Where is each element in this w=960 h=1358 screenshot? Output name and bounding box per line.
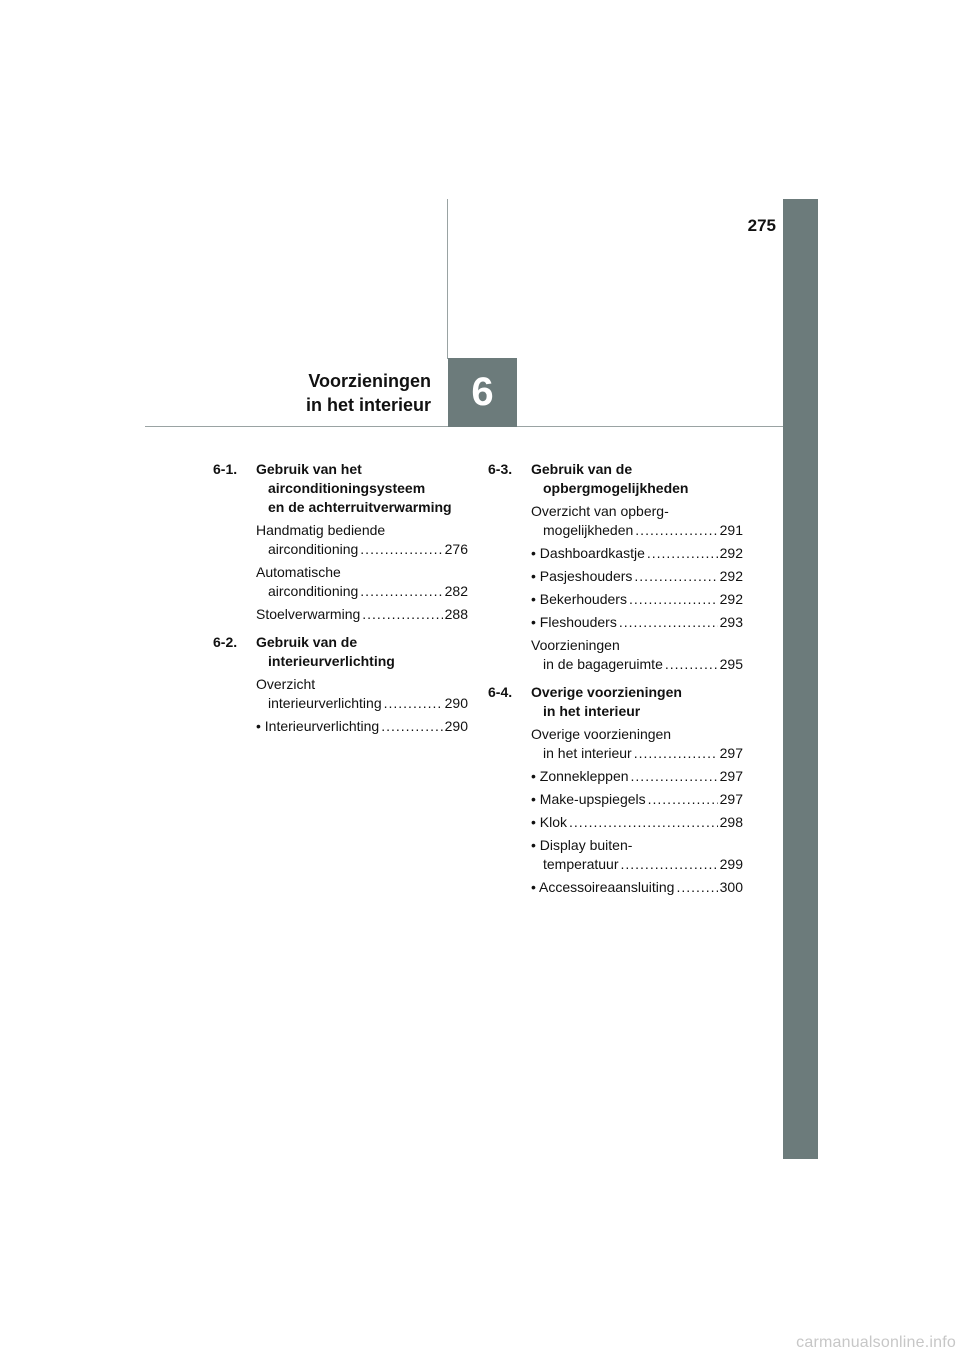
entry-text: in de bagageruimte — [543, 656, 663, 672]
entry-text: Overzicht van opberg- — [531, 503, 669, 519]
entry-line — [531, 836, 743, 855]
dot-leader — [648, 790, 718, 809]
entry-text: • Accessoireaansluiting — [531, 879, 675, 895]
toc-entry[interactable] — [256, 605, 468, 624]
toc-entry[interactable] — [256, 521, 468, 559]
entry-text: Handmatig bediende — [256, 522, 386, 538]
section-title-line: airconditioningsysteem — [268, 480, 426, 496]
entry-line — [531, 590, 743, 609]
entry-text: interieurverlichting — [268, 695, 382, 711]
dot-leader — [569, 813, 718, 832]
toc-entry[interactable] — [531, 725, 743, 763]
dot-leader — [362, 605, 442, 624]
dot-leader — [384, 694, 443, 713]
chapter-side-tab — [783, 199, 818, 1159]
vertical-divider — [447, 199, 448, 359]
section-title — [256, 633, 395, 671]
toc-bullet-entry[interactable] — [531, 813, 743, 832]
entry-page-number: 292 — [719, 568, 743, 584]
dot-leader — [620, 855, 717, 874]
toc-bullet-entry[interactable] — [531, 767, 743, 786]
dot-leader — [619, 613, 718, 632]
entry-line — [531, 567, 743, 586]
entry-text: mogelijkheden — [543, 522, 634, 538]
dot-leader — [360, 582, 442, 601]
entry-text: Voorzieningen — [531, 637, 620, 653]
dot-leader — [629, 590, 718, 609]
toc-bullet-entry[interactable] — [531, 590, 743, 609]
entry-text: • Fleshouders — [531, 614, 617, 630]
entry-text: airconditioning — [268, 583, 359, 599]
chapter-number-box — [448, 358, 517, 427]
entry-line — [531, 725, 743, 744]
dot-leader — [634, 744, 718, 763]
entry-page-number: 298 — [719, 814, 743, 830]
section-number: 6-1. — [213, 461, 238, 477]
section-heading[interactable] — [213, 460, 468, 517]
toc-entry[interactable] — [531, 502, 743, 540]
entry-text: • Bekerhouders — [531, 591, 627, 607]
toc-section — [213, 633, 468, 736]
toc-section — [213, 460, 468, 624]
entry-text: • Interieurverlichting — [256, 718, 380, 734]
entry-line — [256, 694, 468, 713]
entry-text: in het interieur — [543, 745, 632, 761]
page-number: 275 — [747, 216, 776, 235]
entry-text: airconditioning — [268, 541, 359, 557]
entry-text: • Zonnekleppen — [531, 768, 629, 784]
section-title — [256, 460, 452, 517]
section-title-line: in het interieur — [543, 703, 641, 719]
entry-page-number: 300 — [719, 879, 743, 895]
entry-line — [531, 613, 743, 632]
entry-line — [531, 744, 743, 763]
chapter-number: 6 — [471, 370, 494, 414]
entry-line — [531, 544, 743, 563]
section-title-line: opbergmogelijkheden — [543, 480, 689, 496]
entry-text: • Dashboardkastje — [531, 545, 645, 561]
toc-bullet-entry[interactable] — [531, 878, 743, 897]
chapter-title-line1: Voorzieningen — [308, 371, 431, 391]
entry-text: Overige voorzieningen — [531, 726, 672, 742]
chapter-title — [250, 369, 431, 417]
entry-page-number: 297 — [719, 745, 743, 761]
entry-text: • Display buiten- — [531, 837, 633, 853]
dot-leader — [631, 767, 718, 786]
section-heading[interactable] — [488, 683, 743, 721]
entry-text: • Make-upspiegels — [531, 791, 646, 807]
entry-text: Automatische — [256, 564, 341, 580]
entry-line — [256, 582, 468, 601]
section-number: 6-4. — [488, 684, 513, 700]
toc-bullet-entry[interactable] — [531, 544, 743, 563]
entry-line — [256, 563, 468, 582]
entry-line — [256, 675, 468, 694]
toc-entry[interactable] — [256, 675, 468, 713]
toc-section — [488, 460, 743, 674]
dot-leader — [381, 717, 442, 736]
entry-page-number: 292 — [719, 591, 743, 607]
section-number: 6-3. — [488, 461, 513, 477]
entry-page-number: 276 — [444, 541, 468, 557]
entry-page-number: 291 — [719, 522, 743, 538]
section-title-line: interieurverlichting — [268, 653, 395, 669]
section-title-line: Gebruik van de — [256, 634, 358, 650]
entry-line — [531, 855, 743, 874]
watermark: carmanualsonline.info — [796, 1334, 956, 1351]
entry-text: • Klok — [531, 814, 568, 830]
entry-text: • Pasjeshouders — [531, 568, 633, 584]
toc-bullet-entry[interactable] — [531, 613, 743, 632]
entry-line — [531, 813, 743, 832]
entry-line — [531, 790, 743, 809]
toc-bullet-entry[interactable] — [531, 567, 743, 586]
entry-line — [531, 767, 743, 786]
entry-line — [256, 717, 468, 736]
entry-page-number: 295 — [719, 656, 743, 672]
entry-page-number: 288 — [444, 606, 468, 622]
dot-leader — [665, 655, 718, 674]
chapter-title-line2: in het interieur — [305, 395, 431, 415]
toc-bullet-entry[interactable] — [531, 836, 743, 874]
entry-page-number: 292 — [719, 545, 743, 561]
entry-page-number: 293 — [719, 614, 743, 630]
section-number: 6-2. — [213, 634, 238, 650]
entry-line — [531, 636, 743, 655]
dot-leader — [360, 540, 442, 559]
entry-line — [531, 655, 743, 674]
entry-page-number: 282 — [444, 583, 468, 599]
entry-line — [531, 521, 743, 540]
entry-page-number: 297 — [719, 791, 743, 807]
toc-bullet-entry[interactable] — [256, 717, 468, 736]
entry-line — [256, 540, 468, 559]
entry-line — [531, 878, 743, 897]
section-title-line: en de achterruitverwarming — [268, 499, 452, 515]
dot-leader — [647, 544, 718, 563]
entry-text: Stoelverwarming — [256, 606, 361, 622]
entry-page-number: 297 — [719, 768, 743, 784]
section-heading[interactable] — [213, 633, 468, 671]
toc-entry[interactable] — [531, 636, 743, 674]
entry-text: Overzicht — [256, 676, 316, 692]
toc-bullet-entry[interactable] — [531, 790, 743, 809]
dot-leader — [635, 521, 717, 540]
section-title-line: Gebruik van de — [531, 461, 633, 477]
entry-line — [531, 502, 743, 521]
section-title-line: Gebruik van het — [256, 461, 362, 477]
entry-text: temperatuur — [543, 856, 619, 872]
section-title — [531, 460, 688, 498]
toc-right-column — [488, 460, 743, 906]
toc-section — [488, 683, 743, 897]
section-title-line: Overige voorzieningen — [531, 684, 682, 700]
section-title — [531, 683, 682, 721]
section-heading[interactable] — [488, 460, 743, 498]
entry-page-number: 290 — [444, 695, 468, 711]
dot-leader — [676, 878, 717, 897]
toc-entry[interactable] — [256, 563, 468, 601]
dot-leader — [634, 567, 717, 586]
entry-page-number: 290 — [444, 718, 468, 734]
entry-line — [256, 521, 468, 540]
toc-left-column — [213, 460, 468, 745]
entry-line — [256, 605, 468, 624]
entry-page-number: 299 — [719, 856, 743, 872]
